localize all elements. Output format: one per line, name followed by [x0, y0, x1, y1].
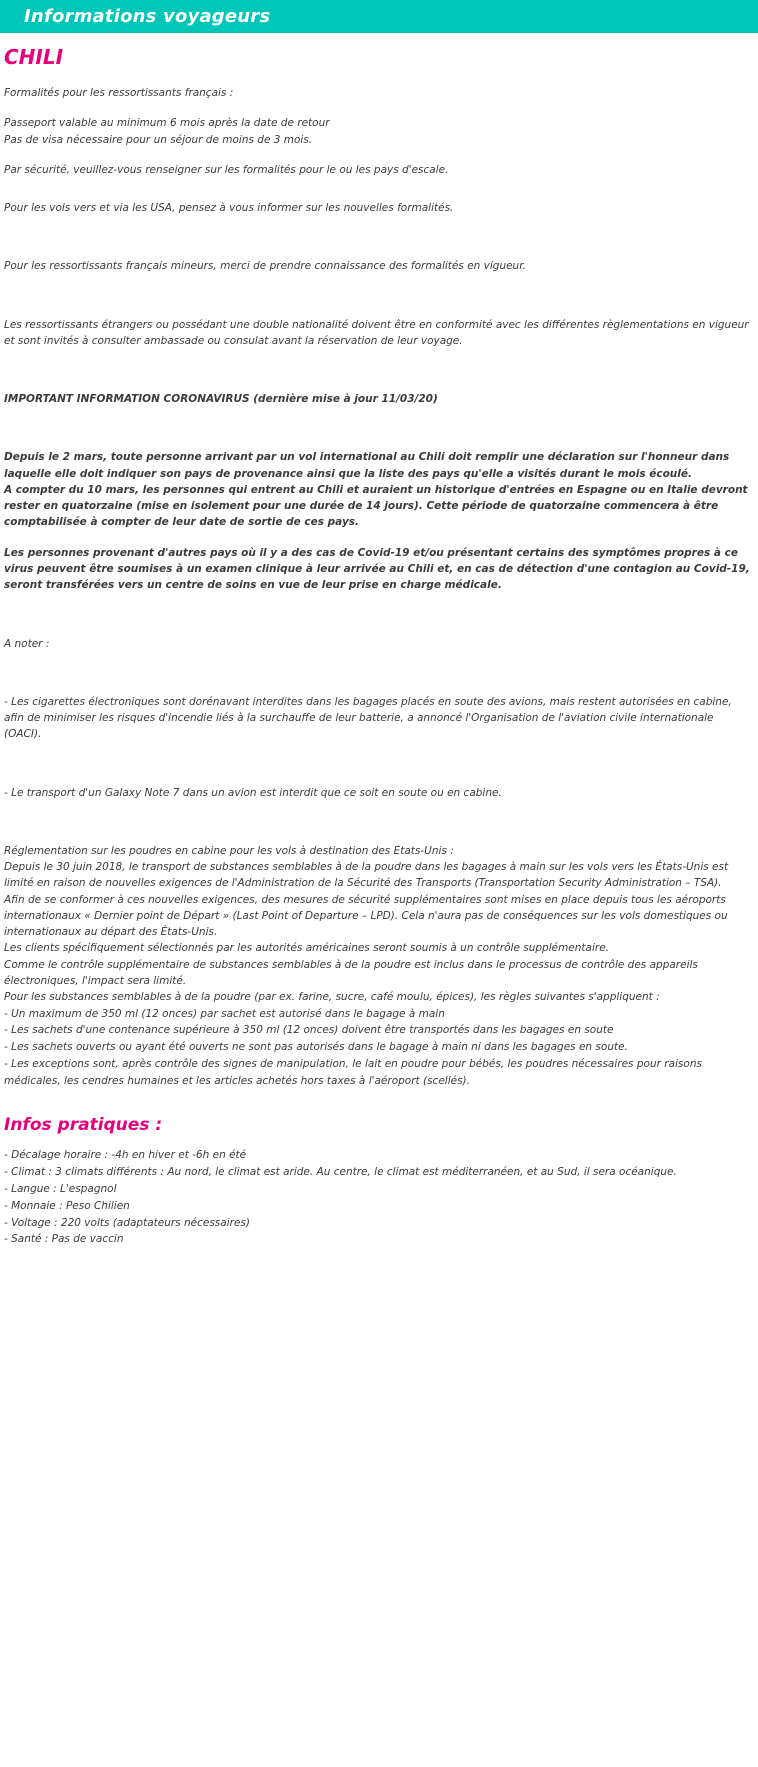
note-galaxy-note-7: - Le transport d'un Galaxy Note 7 dans un avion est interdit que ce soit en soute ou en cabine. [4, 786, 502, 799]
powder-rule: - Les sachets d'une contenance supérieure à 350 ml (12 onces) doivent être transportés dans les bagages en soute [4, 1024, 614, 1037]
notes-label: A noter : [4, 637, 50, 650]
practical-info-list [4, 1147, 754, 1248]
passport-visa-block [4, 115, 754, 148]
powder-rule: - Les sachets ouverts ou ayant été ouverts ne sont pas autorisés dans le bagage à main ni dans les bagages en soute. [4, 1041, 628, 1054]
list-item: - Climat : 3 climats différents : Au nord, le climat est aride. Au centre, le climat est méditerranéen, et au Sud, il sera océanique. [4, 1166, 677, 1179]
visa-requirement: Pas de visa nécessaire pour un séjour de moins de 3 mois. [4, 133, 313, 146]
formalities-label: Formalités pour les ressortissants français : [4, 87, 234, 99]
foreign-nationals-notice: Les ressortissants étrangers ou possédant une double nationalité doivent être en conformité avec les différentes règlementations en vigueur et sont invités à consulter ambassade ou consulat avant la réservation de leur voyage. [4, 318, 749, 347]
powder-regulation-block [4, 843, 754, 1090]
coronavirus-block [4, 449, 754, 530]
list-item: - Décalage horaire : -4h en hiver et -6h en été [4, 1149, 247, 1162]
page-header [0, 0, 758, 33]
list-item: - Santé : Pas de vaccin [4, 1233, 124, 1246]
coronavirus-paragraph-2: A compter du 10 mars, les personnes qui entrent au Chili et auraient un historique d'entrées en Espagne ou en Italie devront rester en quatorzaine (mise en isolement pour une durée de 14 jours). Cette période de quatorzaine commencera à être comptabilisée à compter de leur date de sortie de ces pays. [4, 483, 748, 529]
minors-notice: Pour les ressortissants français mineurs, merci de prendre connaissance des formalités en vigueur. [4, 260, 526, 273]
powder-rule: - Un maximum de 350 ml (12 onces) par sachet est autorisé dans le bagage à main [4, 1007, 445, 1020]
country-name: CHILI [4, 45, 64, 69]
coronavirus-heading: IMPORTANT INFORMATION CORONAVIRUS (dernière mise à jour 11/03/20) [4, 393, 438, 406]
powder-regulation-title: Réglementation sur les poudres en cabine pour les vols à destination des Etats-Unis : [4, 844, 454, 857]
page-content [0, 33, 758, 1258]
stopover-notice: Par sécurité, veuillez-vous renseigner sur les formalités pour le ou les pays d'escale. [4, 163, 449, 176]
coronavirus-paragraph-1: Depuis le 2 mars, toute personne arrivant par un vol international au Chili doit remplir une déclaration sur l'honneur dans laquelle elle doit indiquer son pays de provenance ainsi que la liste des pays qu'elle a visités durant le mois écoulé. [4, 451, 730, 480]
usa-flights-notice: Pour les vols vers et via les USA, pensez à vous informer sur les nouvelles formalités. [4, 202, 454, 215]
powder-line-5: Pour les substances semblables à de la poudre (par ex. farine, sucre, café moulu, épices), les règles suivantes s'appliquent : [4, 991, 660, 1004]
list-item: - Langue : L'espagnol [4, 1183, 117, 1196]
list-item: - Voltage : 220 volts (adaptateurs nécessaires) [4, 1216, 250, 1229]
page-title: Informations voyageurs [24, 6, 271, 27]
note-electronic-cigarettes: - Les cigarettes électroniques sont dorénavant interdites dans les bagages placés en soute des avions, mais restent autorisées en cabine, afin de minimiser les risques d'incendie liés à la surchauffe de leur batterie, a annoncé l'Organisation de l'aviation civile internationale (OACI). [4, 695, 732, 741]
powder-line-3: Les clients spécifiquement sélectionnés par les autorités américaines seront soumis à un contrôle supplémentaire. [4, 942, 610, 955]
powder-line-1: Depuis le 30 juin 2018, le transport de substances semblables à de la poudre dans les bagages à main sur les vols vers les États-Unis est limité en raison de nouvelles exigences de l'Administration de la Sécurité des Transports (Transportation Security Administration – TSA). [4, 861, 729, 890]
passport-requirement: Passeport valable au minimum 6 mois après la date de retour [4, 117, 330, 130]
powder-line-2: Afin de se conformer à ces nouvelles exigences, des mesures de sécurité supplémentaires sont mises en place depuis tous les aéroports internationaux « Dernier point de Départ » (Last Point of Departure – LPD). Cela n'aura pas de conséquences sur les vols domestiques ou internationaux au départ des États-Unis. [4, 893, 728, 939]
coronavirus-paragraph-3: Les personnes provenant d'autres pays où il y a des cas de Covid-19 et/ou présentant certains des symptômes propres à ce virus peuvent être soumises à un examen clinique à leur arrivée au Chili et, en cas de détection d'une contagion au Covid-19, seront transférées vers un centre de soins en vue de leur prise en charge médicale. [4, 546, 750, 592]
practical-info-title: Infos pratiques : [4, 1115, 163, 1136]
powder-line-4: Comme le contrôle supplémentaire de substances semblables à de la poudre est inclus dans le processus de contrôle des appareils électroniques, l'impact sera limité. [4, 958, 698, 987]
powder-rule: - Les exceptions sont, après contrôle des signes de manipulation, le lait en poudre pour bébés, les poudres nécessaires pour raisons médicales, les cendres humaines et les articles achetés hors taxes à l'aéroport (scellés). [4, 1057, 702, 1087]
list-item: - Monnaie : Peso Chilien [4, 1199, 130, 1212]
